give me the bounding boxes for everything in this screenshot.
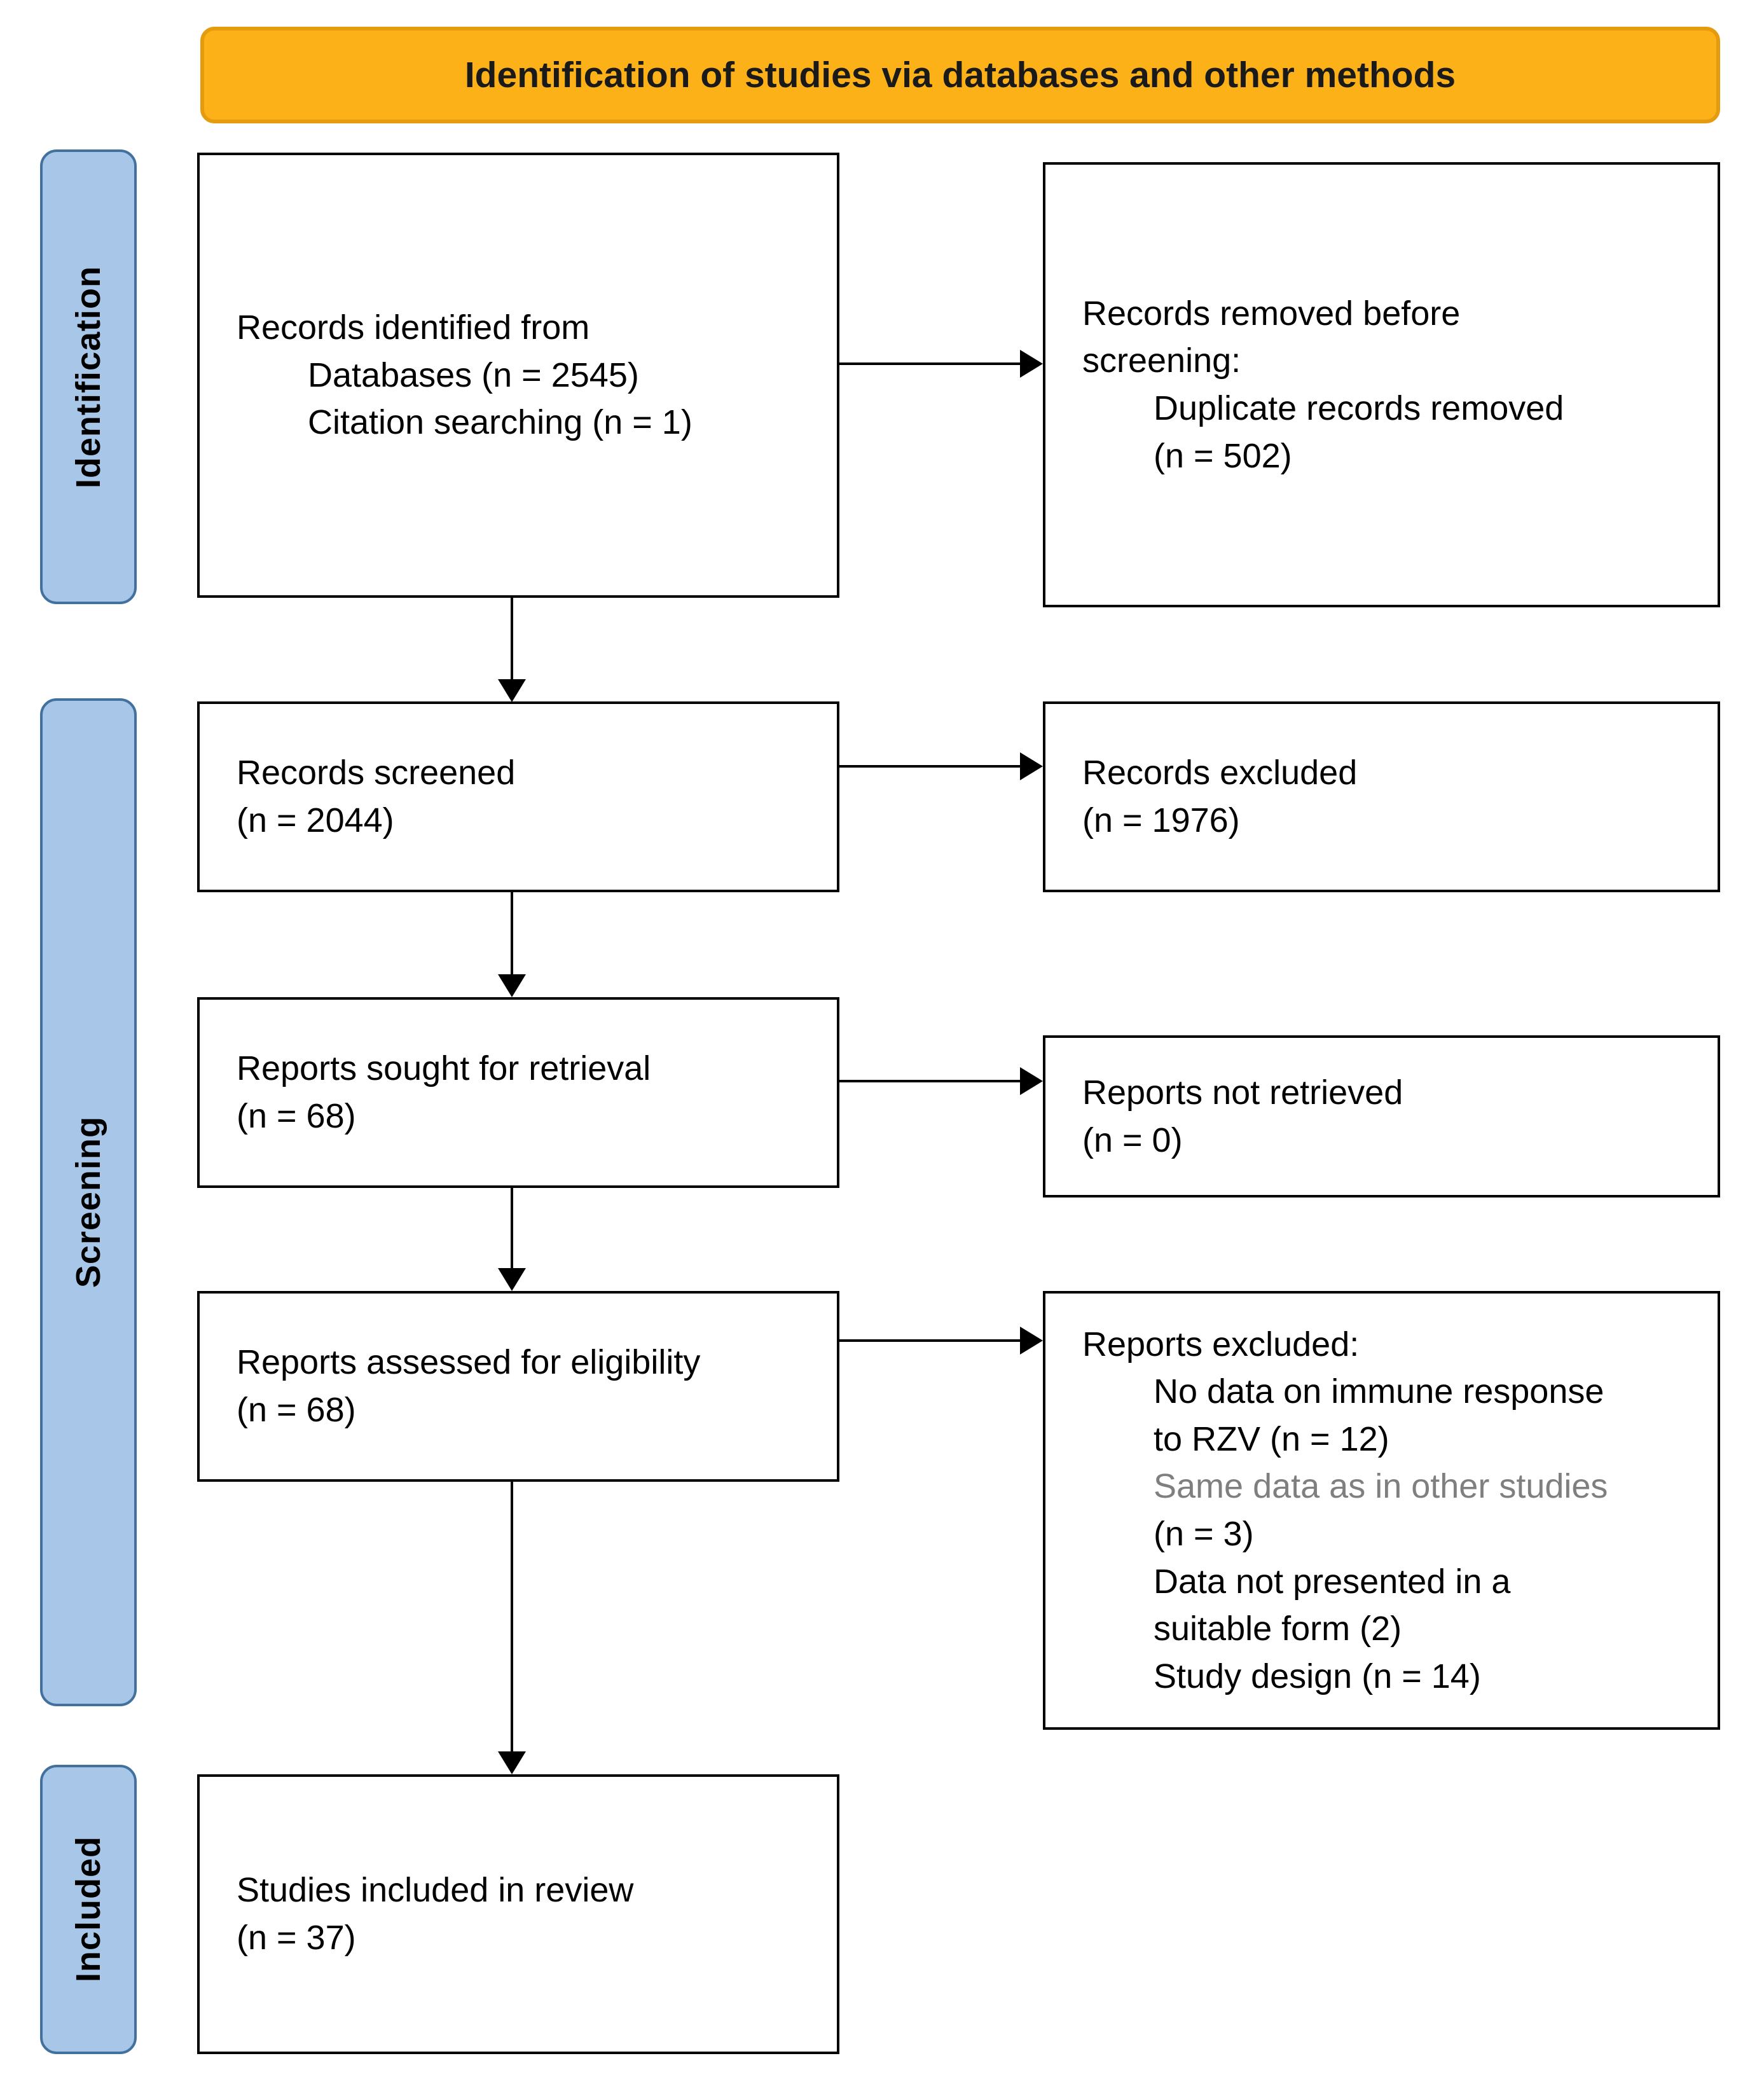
text-line: (n = 2044) [237,801,394,839]
stage-identification-label: Identification [69,265,107,488]
text-line: Records screened [237,754,516,792]
text-line: (n = 0) [1082,1121,1183,1159]
box-reports-not-retrieved [1043,1035,1720,1197]
arrowhead-down-icon [498,974,526,997]
text-line: Study design (n = 14) [1154,1657,1481,1695]
box-records-screened [197,701,839,892]
arrowhead-right-icon [1020,1067,1043,1095]
text-line: (n = 502) [1154,436,1292,475]
stage-screening-label: Screening [69,1116,107,1288]
text-line: Databases (n = 2545) [308,355,639,394]
text-line: Duplicate records removed [1154,389,1564,427]
text-line: (n = 37) [237,1919,356,1957]
arrow-screened-to-excluded [839,765,1021,768]
arrow-identified-to-removed [839,362,1021,365]
text-line: Reports excluded: [1082,1325,1360,1363]
arrow-assessed-to-included [511,1482,513,1753]
arrow-sought-to-not-retrieved [839,1080,1021,1082]
box-records-removed [1043,162,1720,607]
text-line: No data on immune response [1154,1372,1604,1411]
box-records-excluded [1043,701,1720,892]
arrow-identified-to-screened [511,598,513,682]
arrowhead-right-icon [1020,1327,1043,1355]
arrowhead-down-icon [498,1751,526,1774]
text-line: Reports not retrieved [1082,1073,1403,1112]
stage-identification [40,149,137,604]
text-line: Records removed before [1082,294,1461,333]
arrow-screened-to-sought [511,892,513,976]
text-line: (n = 68) [237,1391,356,1429]
text-line: Citation searching (n = 1) [308,403,693,442]
box-records-identified [197,153,839,598]
stage-screening [40,698,137,1706]
text-line: Studies included in review [237,1871,634,1910]
text-line: to RZV (n = 12) [1154,1419,1389,1458]
text-line: (n = 1976) [1082,801,1240,839]
text-line: Reports sought for retrieval [237,1049,651,1088]
text-line: Records identified from [237,308,590,347]
box-reports-excluded [1043,1291,1720,1730]
stage-included-label: Included [69,1836,107,1983]
text-line: Reports assessed for eligibility [237,1343,701,1382]
text-line: Records excluded [1082,754,1358,792]
banner-title: Identification of studies via databases and other methods [200,27,1720,123]
arrowhead-right-icon [1020,350,1043,378]
text-line: screening: [1082,342,1241,380]
text-line: Data not presented in a [1154,1562,1511,1601]
text-line: (n = 3) [1154,1515,1254,1553]
stage-included [40,1765,137,2054]
arrowhead-right-icon [1020,752,1043,780]
arrowhead-down-icon [498,679,526,702]
box-reports-sought [197,997,839,1188]
box-reports-assessed [197,1291,839,1482]
text-line: Same data as in other studies [1154,1467,1608,1506]
text-line: suitable form (2) [1154,1610,1402,1648]
arrowhead-down-icon [498,1268,526,1291]
box-studies-included [197,1774,839,2054]
arrow-assessed-to-reports-excluded [839,1339,1021,1342]
text-line: (n = 68) [237,1097,356,1135]
arrow-sought-to-assessed [511,1188,513,1269]
